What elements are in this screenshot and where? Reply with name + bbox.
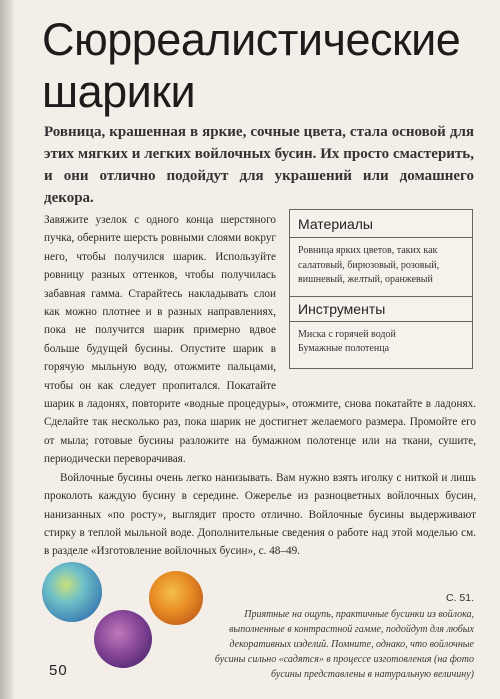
instructions-paragraph-2: Войлочные бусины очень легко нанизывать. Вам нужно взять иголку с ниткой и лишь проколоть каждую бусину в середине. Ожерелье из разноцветных войлочных бусин, нанизанных «по росту», выглядит просто отлично. Войлочные бусины выдерживают стирку в теплой мыльной воде. Дополнительные сведения о работе над этой моделью см. в разделе «Изготовление войлочных бусин», с. 48–49.: [44, 471, 476, 558]
materials-text: Ровница ярких цветов, таких как салатовый, бирюзовый, розовый, вишневый, желтый, оранжевый: [298, 245, 440, 285]
tools-item: Миска с горячей водой: [298, 328, 396, 340]
purple-bead: [94, 610, 152, 668]
tools-heading: Инструменты: [290, 296, 472, 322]
title-line-1: Сюрреалистические: [42, 14, 461, 65]
tools-item: Бумажные полотенца: [298, 343, 390, 354]
instructions-paragraph-1: Завяжите узелок с одного конца шерстяного пучка, оберните шерсть ровными слоями вокруг него, чтобы получился шарик. Используйте ровницу разных оттенков, чтобы получилась забавная гамма. Старайтесь накладывать слои как можно плотнее и в разных направлениях, пока не получится шарик примерно вдвое больше будущей бусины. Опустите шарик в горячую мыльную воду, отожмите пальцами, чтобы он как следует пропитался. Покатайте шарик в ладонях, повторите «водные процедуры», отожмите, снова покатайте в ладонях. Сделайте так несколько раз, пока шарик не достигнет желаемого размера. Промойте его от мыла; готовые бусины разложите на бумажном полотенце или на ткани, сушите, периодически переворачивая.: [44, 214, 476, 466]
intro-paragraph: Ровница, крашенная в яркие, сочные цвета, стала основой для этих мягких и легких войлочных бусин. Их просто смастерить, и они отлично подойдут для украшений или домашнего декора.: [44, 124, 474, 206]
tools-list: [298, 328, 464, 357]
green-blue-bead: [42, 562, 102, 622]
page-reference: С. 51.: [445, 592, 474, 604]
materials-heading: Материалы: [290, 214, 472, 238]
materials-box: [289, 209, 473, 369]
page-title: [42, 14, 482, 118]
orange-bead: [149, 571, 203, 625]
photo-caption: Приятные на ощупь, практичные бусинки из войлока, выполненные в контрастной гамме, подойдут для любых декоративных изделий. Помните, однако, что войлочные бусины сильно «садятся» в процессе изготовления (на фото бусины представлены в натуральную величину): [214, 609, 474, 680]
page-number: 50: [49, 662, 68, 679]
title-line-2: шарики: [42, 66, 196, 117]
